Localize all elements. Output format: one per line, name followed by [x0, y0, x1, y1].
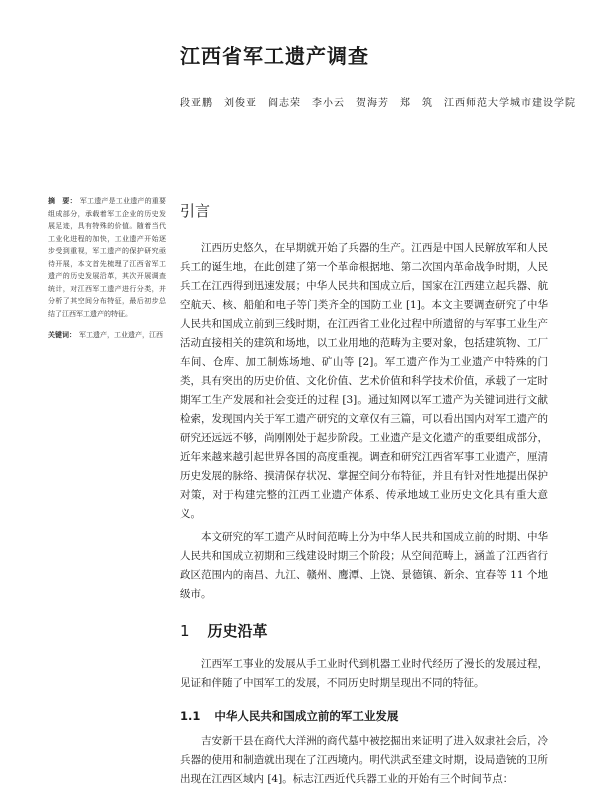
abstract-text: 军工遗产是工业遗产的重要组成部分，承载着军工企业的历史发展足迹，具有特殊的价值。随着当代工业化进程的加快，工业遗产开始逐步受到重视，军工遗产的保护研究亟待开展，本文首先梳理了江西省军工遗产的历史发展沿革，其次开展调查统计，对江西军工遗产进行分类，并分析了其空间分布特征，最后初步总结了江西军工遗产的特征。 [48, 197, 167, 318]
section-1-heading [180, 622, 548, 641]
section-1-1-paragraph: 吉安新干县在商代大洋洲的商代墓中被挖掘出来证明了进入奴隶社会后，冷兵器的使用和制造就出现在了江西境内。明代洪武至建文时期，设局造铳的卫所出现在江西区域内 [4]。标志江西近代兵器工业的开始有三个时间节点： [180, 735, 548, 785]
main-column [180, 202, 548, 793]
section-number: 1 [180, 622, 190, 640]
section-title: 历史沿革 [207, 622, 268, 640]
keywords-block [48, 329, 166, 342]
paper-title: 江西省军工遗产调查 [180, 44, 369, 68]
intro-heading: 引言 [180, 202, 211, 220]
intro-paragraph: 本文研究的军工遗产从时间范畴上分为中华人民共和国成立前的时期、中华人民共和国成立初期和三线建设时期三个阶段；从空间范畴上，涵盖了江西省行政区范围内的南昌、九江、赣州、鹰潭、上饶、景德镇、新余、宜春等 11 个地级市。 [180, 531, 548, 600]
abstract-label: 摘 要： [48, 196, 77, 205]
subsection-title: 中华人民共和国成立前的军工业发展 [214, 709, 399, 723]
abstract-sidebar [48, 195, 166, 342]
section-1-paragraph: 江西军工事业的发展从手工业时代到机器工业时代经历了漫长的发展过程，见证和伴随了中国军工的发展，不同历史时期呈现出不同的特征。 [180, 658, 548, 689]
subsection-number: 1.1 [180, 709, 201, 723]
author-line: 段亚鹏 刘俊亚 阎志荣 李小云 贺海芳 郑 筑 江西师范大学城市建设学院 [180, 98, 576, 109]
intro-paragraph: 江西历史悠久，在早期就开始了兵器的生产。江西是中国人民解放军和人民兵工的诞生地，在此创建了第一个革命根据地、第二次国内革命战争时期，人民兵工在江西得到迅速发展；中华人民共和国成立后，国家在江西建立起兵器、航空航天、核、船舶和电子等门类齐全的国防工业 [1]。本文主要调查研究了中华人民共和国成立前到三线时期，在江西省工业化过程中所遗留的与军事工业生产活动直接相关的建筑和场地，以工业用地的范畴为主要对象，包括建筑物、工厂车间、仓库、加工制炼场地、矿山等 [2]。军工遗产作为工业遗产中特殊的门类，具有突出的历史价值、文化价值、艺术价值和科学技术价值，承载了一定时期军工生产发展和社会变迁的过程 [3]。通过知网以军工遗产为关键词进行文献检索，发现国内关于军工遗产研究的文章仅有三篇，可以看出国内对军工遗产的研究还远远不够，尚刚刚处于起步阶段。工业遗产是文化遗产的重要组成部分，近年来越来越引起世界各国的高度重视。调查和研究江西省军事工业遗产，厘清历史发展的脉络、摸清保存状况、掌握空间分布特征，并且有针对性地提出保护对策，对于构建完整的江西工业遗产体系、传承地域工业历史文化具有重大意义。 [180, 242, 548, 520]
keywords-text: 军工遗产，工业遗产，江西 [79, 331, 163, 339]
keywords-label: 关键词： [48, 330, 76, 339]
section-1-1-heading [180, 707, 548, 726]
abstract-block [48, 195, 166, 320]
